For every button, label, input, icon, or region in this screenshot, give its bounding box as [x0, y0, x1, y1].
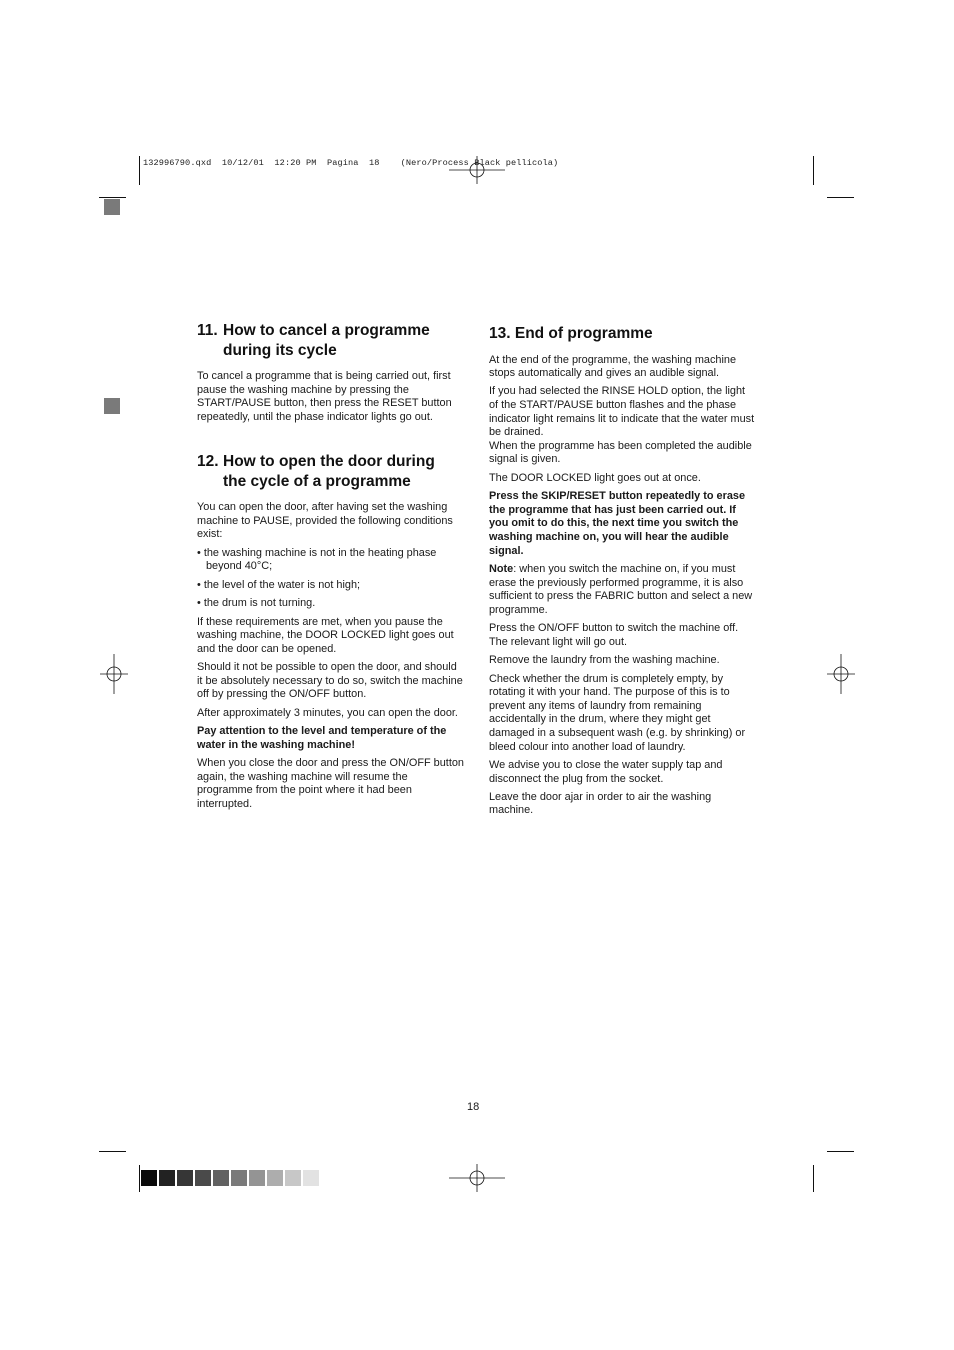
section-13-paragraph-end: At the end of the programme, the washing machine stops automatically and gives an audible signal.: [489, 353, 736, 380]
section-13-paragraph-signal: When the programme has been completed the audible signal is given.: [489, 439, 752, 466]
section-12-paragraph-switch-off: Should it not be possible to open the door, and should it be absolutely necessary to do so, switch the machine off by pressing the ON/OFF button.: [197, 661, 463, 701]
section-13-paragraph-switch-off: Press the ON/OFF button to switch the machine off. The relevant light will go out.: [489, 622, 739, 648]
crop-mark-bottom-left-v: [139, 1165, 140, 1192]
section-11-paragraph: To cancel a programme that is being carried out, first pause the washing machine by pressing the START/PAUSE button, then press the RESET button repeatedly, until the phase indicator lights go out.: [197, 370, 452, 423]
registration-mark-bottom-icon: [449, 1158, 505, 1198]
note-label: Note: [489, 563, 514, 575]
slug-line: 132996790.qxd 10/12/01 12:20 PM Pagina 18 (Nero/Process Black pellicola): [143, 158, 559, 168]
color-swatch: [213, 1170, 229, 1186]
section-12-paragraph-resume: When you close the door and press the ON/OFF button again, the washing machine will resume the programme from the point where it had been interrupted.: [197, 757, 464, 810]
margin-gray-box-top: [104, 199, 120, 215]
page-number: 18: [467, 1101, 480, 1113]
condition-bullet-drum: • the drum is not turning.: [197, 597, 316, 610]
crop-mark-bottom-right-h: [827, 1151, 854, 1152]
color-swatch: [141, 1170, 157, 1186]
section-13-paragraph-water-supply: We advise you to close the water supply tap and disconnect the plug from the socket.: [489, 758, 723, 785]
crop-mark-top-right-v: [813, 156, 814, 185]
section-11-heading: 11. How to cancel a programme during its cycle: [197, 322, 430, 359]
note-text: : when you switch the machine on, if you must erase the previously performed programme, it is also sufficient to press the FABRIC button and select a new programme.: [489, 563, 753, 616]
section-12-paragraph-requirements: If these requirements are met, when you pause the washing machine, the DOOR LOCKED light goes out and the door can be opened.: [197, 615, 454, 655]
color-swatch: [303, 1170, 319, 1186]
section-13-paragraph-door-locked: The DOOR LOCKED light goes out at once.: [489, 471, 701, 484]
registration-mark-left-icon: [86, 654, 142, 694]
section-13-paragraph-door-ajar: Leave the door ajar in order to air the washing machine.: [489, 790, 712, 817]
left-column: [197, 321, 465, 816]
section-13-paragraph-rinse-hold: If you had selected the RINSE HOLD option, the light of the START/PAUSE button flashes and the phase indicator light remains lit to indicate that the water must be drained.: [489, 385, 755, 439]
section-12-intro: You can open the door, after having set the washing machine to PAUSE, provided the following conditions exist:: [197, 501, 453, 541]
color-calibration-bar: [141, 1170, 321, 1186]
color-swatch: [285, 1170, 301, 1186]
registration-mark-right-icon: [813, 654, 869, 694]
crop-mark-top-left-h: [99, 197, 126, 198]
color-swatch: [267, 1170, 283, 1186]
color-swatch: [231, 1170, 247, 1186]
crop-mark-top-right-h: [827, 197, 854, 198]
section-13-paragraph-remove-laundry: Remove the laundry from the washing machine.: [489, 654, 720, 667]
section-13-note: [489, 563, 757, 617]
section-12-warning: Pay attention to the level and temperature of the water in the washing machine!: [197, 725, 447, 751]
right-column: [489, 324, 757, 823]
condition-bullet-heating: • the washing machine is not in the heating phase beyond 40°C;: [197, 546, 437, 573]
section-13-paragraph-check-drum: Check whether the drum is completely empty, by rotating it with your hand. The purpose of this is to prevent any items of laundry from remaining accidentally in the drum, where they might get damaged in a subsequent wash (e.g. by shrinking) or bleed colour into another load of laundry.: [489, 672, 746, 753]
crop-mark-top-left-v: [139, 156, 140, 185]
crop-mark-bottom-right-v: [813, 1165, 814, 1192]
section-12-heading: 12. How to open the door during the cycle of a programme: [197, 453, 435, 490]
section-12-paragraph-wait: After approximately 3 minutes, you can open the door.: [197, 706, 458, 719]
section-13-skip-reset-warning: Press the SKIP/RESET button repeatedly to erase the programme that has just been carried out. If you omit to do this, the next time you switch the washing machine on, you will hear the audible signal.: [489, 490, 746, 557]
color-swatch: [249, 1170, 265, 1186]
color-swatch: [177, 1170, 193, 1186]
section-13-heading: 13. End of programme: [489, 325, 653, 342]
margin-gray-box-middle: [104, 398, 120, 414]
crop-mark-bottom-left-h: [99, 1151, 126, 1152]
condition-bullet-water-level: • the level of the water is not high;: [197, 578, 361, 591]
registration-mark-top-icon: [449, 150, 505, 190]
color-swatch: [195, 1170, 211, 1186]
color-swatch: [159, 1170, 175, 1186]
